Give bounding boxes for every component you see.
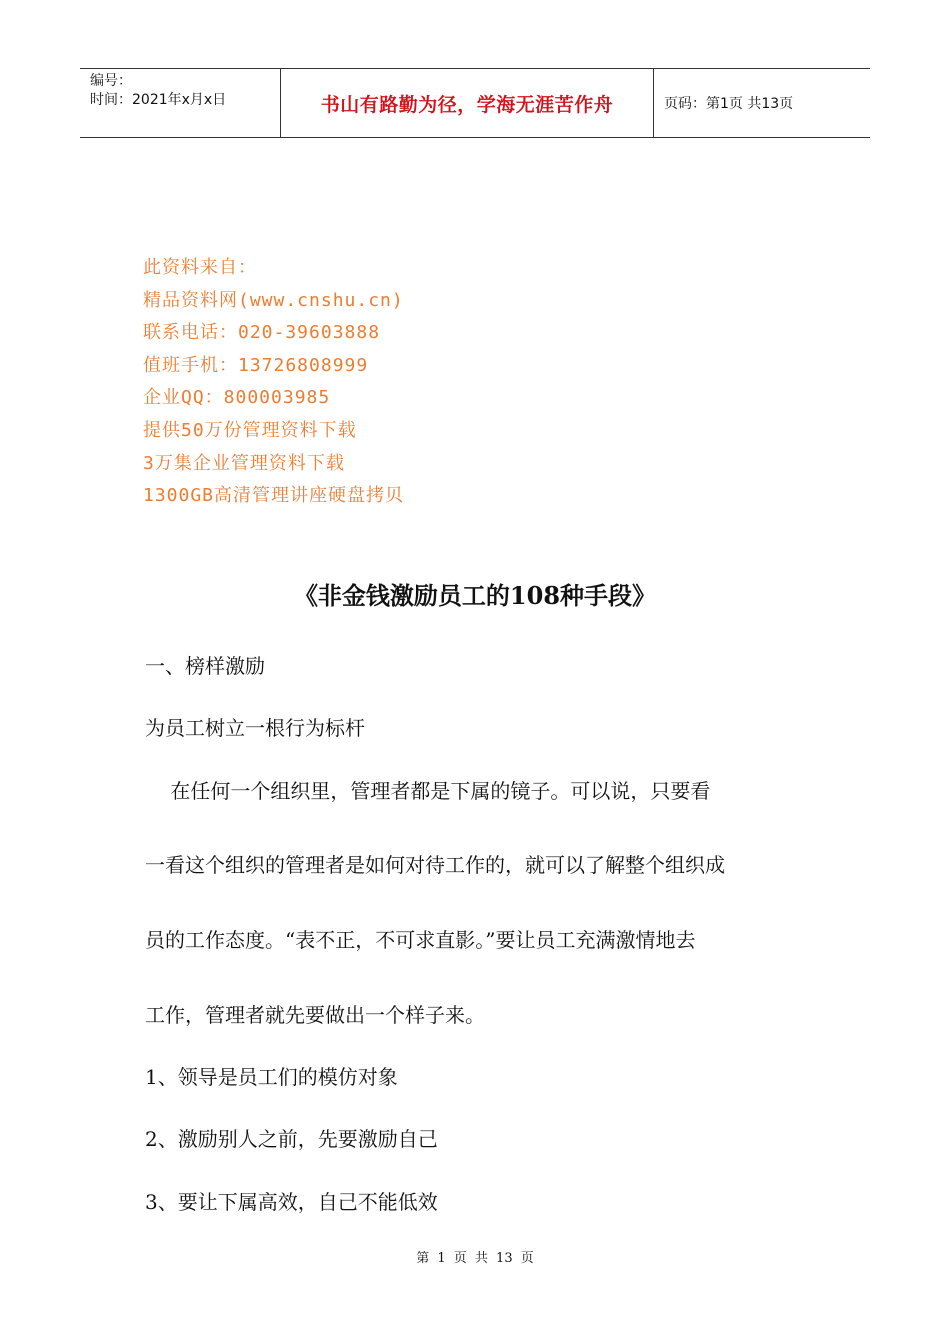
list-item: 3、要让下属高效，自己不能低效	[145, 1190, 438, 1214]
list-item: 1、领导是员工们的模仿对象	[145, 1065, 398, 1089]
header-page-number: 页码：第1页 共13页	[664, 96, 794, 112]
document-title: 《非金钱激励员工的108种手段》	[293, 581, 657, 610]
header-meta	[80, 69, 281, 137]
info-line: 联系电话：020-39603888	[143, 322, 381, 344]
source-info-block	[143, 252, 404, 513]
info-line: 值班手机：13726808999	[143, 354, 369, 376]
document-date-label: 时间：2021年x月x日	[90, 92, 227, 108]
info-line: 精品资料网(www.cnshu.cn)	[143, 289, 404, 311]
subheading: 为员工树立一根行为标杆	[145, 716, 365, 740]
info-line: 3万集企业管理资料下载	[143, 452, 345, 474]
body-line: 一看这个组织的管理者是如何对待工作的，就可以了解整个组织成	[145, 853, 725, 877]
info-line: 企业QQ：800003985	[143, 387, 331, 409]
info-line: 提供50万份管理资料下载	[143, 419, 357, 441]
info-line: 此资料来自：	[143, 257, 257, 278]
section-heading: 一、榜样激励	[145, 654, 265, 678]
info-line: 1300GB高清管理讲座硬盘拷贝	[143, 485, 405, 507]
page-header	[80, 68, 870, 138]
document-number-label: 编号：	[90, 73, 132, 89]
body-line: 员的工作态度。“表不正，不可求直影。”要让员工充满激情地去	[145, 928, 696, 952]
page-footer: 第 1 页 共 13 页	[416, 1251, 534, 1266]
header-motto: 书山有路勤为径，学海无涯苦作舟	[281, 69, 654, 137]
list-item: 2、激励别人之前，先要激励自己	[145, 1127, 438, 1151]
body-line: 在任何一个组织里，管理者都是下属的镜子。可以说，只要看	[145, 779, 711, 803]
body-line: 工作，管理者就先要做出一个样子来。	[145, 1003, 485, 1027]
